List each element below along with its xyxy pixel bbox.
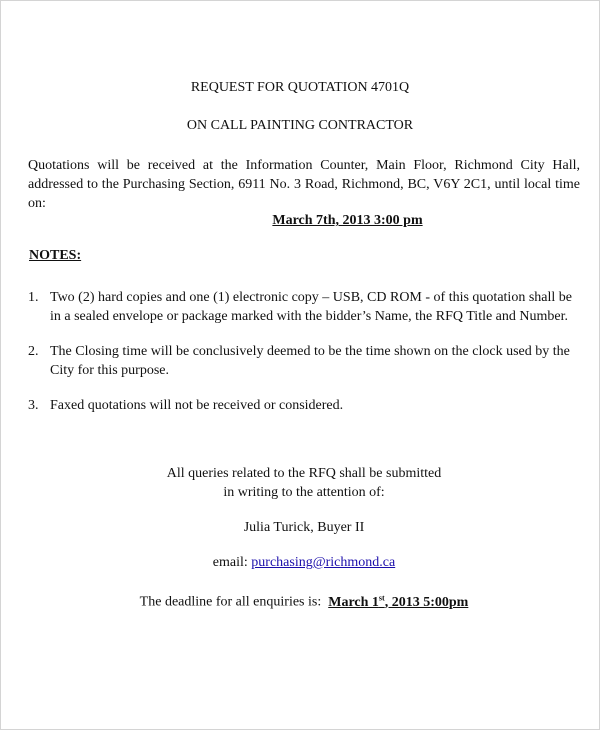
- note-item: [28, 288, 580, 326]
- note-text: The Closing time will be conclusively deemed to be the time shown on the clock used by the City for this purpose.: [50, 344, 570, 378]
- deadline-rest: , 2013 5:00pm: [384, 594, 469, 610]
- document-title: REQUEST FOR QUOTATION 4701Q: [190, 80, 410, 95]
- intro-paragraph: Quotations will be received at the Information Counter, Main Floor, Richmond City Hall, addressed to the Purchasing Section, 6911 No. 3 Road, Richmond, BC, V6Y 2C1, until local time on:: [28, 158, 580, 211]
- closing-date: March 7th, 2013 3:00 pm: [272, 213, 423, 228]
- contact-name: Julia Turick, Buyer II: [243, 520, 365, 535]
- note-item: [28, 396, 580, 415]
- queries-line-1: All queries related to the RFQ shall be submitted: [166, 466, 442, 481]
- notes-heading: NOTES:: [29, 248, 82, 263]
- note-number: 1.: [28, 290, 39, 305]
- deadline-suffix: st: [378, 593, 385, 602]
- deadline-line: [9, 593, 599, 611]
- note-number: 3.: [28, 398, 39, 413]
- note-text: Two (2) hard copies and one (1) electronic copy – USB, CD ROM - of this quotation shall be in a sealed envelope or package marked with the bidder’s Name, the RFQ Title and Number.: [50, 290, 572, 324]
- email-line: [9, 555, 599, 571]
- deadline-date: [328, 595, 468, 610]
- email-label: email:: [212, 555, 248, 570]
- email-link[interactable]: purchasing@richmond.ca: [251, 555, 396, 570]
- deadline-month: March 1: [328, 594, 379, 610]
- deadline-label: The deadline for all enquiries is:: [139, 594, 322, 610]
- document-subtitle: ON CALL PAINTING CONTRACTOR: [186, 118, 414, 133]
- queries-line-2: in writing to the attention of:: [223, 485, 385, 500]
- note-number: 2.: [28, 344, 39, 359]
- note-text: Faxed quotations will not be received or considered.: [50, 398, 344, 413]
- note-item: [28, 342, 580, 380]
